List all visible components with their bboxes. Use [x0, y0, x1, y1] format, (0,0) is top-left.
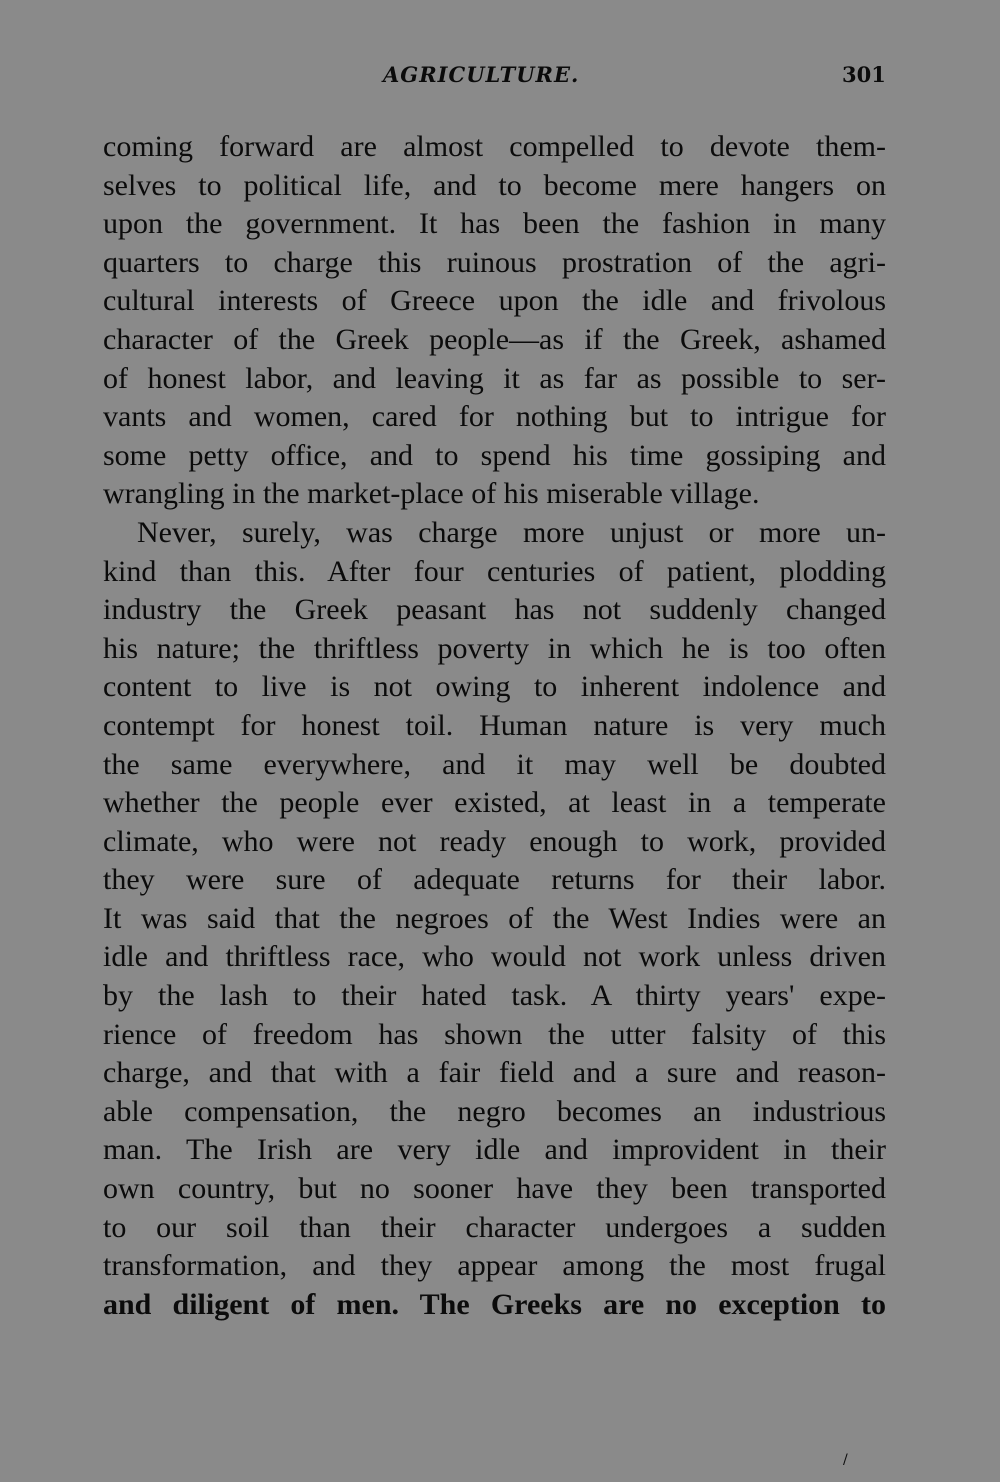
text-line: contempt for honest toil. Human nature is very much: [103, 708, 886, 742]
body-text: [103, 128, 886, 1324]
text-line: cultural interests of Greece upon the idle and frivolous: [103, 284, 886, 318]
page-number: 301: [842, 62, 886, 87]
running-title: AGRICULTURE.: [383, 62, 580, 87]
text-line: content to live is not owing to inherent indolence and: [103, 670, 886, 704]
text-line: wrangling in the market-place of his miserable village.: [103, 477, 760, 511]
paragraph-start-line: Never, surely, was charge more unjust or more un-: [137, 515, 886, 549]
text-line: kind than this. After four centuries of patient, plodding: [103, 554, 886, 588]
text-line: charge, and that with a fair field and a sure and reason-: [103, 1056, 886, 1090]
text-line: and diligent of men. The Greeks are no exception to: [103, 1287, 886, 1321]
text-line: own country, but no sooner have they been transported: [103, 1172, 886, 1206]
text-line: transformation, and they appear among the most frugal: [103, 1249, 886, 1283]
text-line: quarters to charge this ruinous prostration of the agri-: [103, 245, 886, 279]
text-line: some petty office, and to spend his time gossiping and: [103, 438, 886, 472]
text-line: by the lash to their hated task. A thirty years' expe-: [103, 979, 886, 1013]
text-line: rience of freedom has shown the utter falsity of this: [103, 1017, 886, 1051]
text-line: his nature; the thriftless poverty in which he is too often: [103, 631, 886, 665]
text-line: character of the Greek people—as if the Greek, ashamed: [103, 322, 886, 356]
text-line: whether the people ever existed, at least in a temperate: [103, 786, 886, 820]
text-line: It was said that the negroes of the West Indies were an: [103, 901, 886, 935]
text-line: industry the Greek peasant has not suddenly changed: [103, 593, 886, 627]
text-line: able compensation, the negro becomes an industrious: [103, 1094, 886, 1128]
text-line: the same everywhere, and it may well be doubted: [103, 747, 886, 781]
text-line: idle and thriftless race, who would not work unless driven: [103, 940, 886, 974]
text-line: they were sure of adequate returns for their labor.: [103, 863, 886, 897]
text-line: man. The Irish are very idle and improvident in their: [103, 1133, 886, 1167]
running-head: [0, 62, 1000, 96]
text-line: to our soil than their character undergoes a sudden: [103, 1210, 886, 1244]
stray-mark: /: [843, 1452, 848, 1468]
text-line: climate, who were not ready enough to work, provided: [103, 824, 886, 858]
text-line: vants and women, cared for nothing but to intrigue for: [103, 400, 886, 434]
text-line: coming forward are almost compelled to devote them-: [103, 130, 886, 163]
text-line: upon the government. It has been the fashion in many: [103, 207, 886, 241]
text-line: selves to political life, and to become mere hangers on: [103, 168, 886, 202]
text-line: of honest labor, and leaving it as far as possible to ser-: [103, 361, 886, 395]
